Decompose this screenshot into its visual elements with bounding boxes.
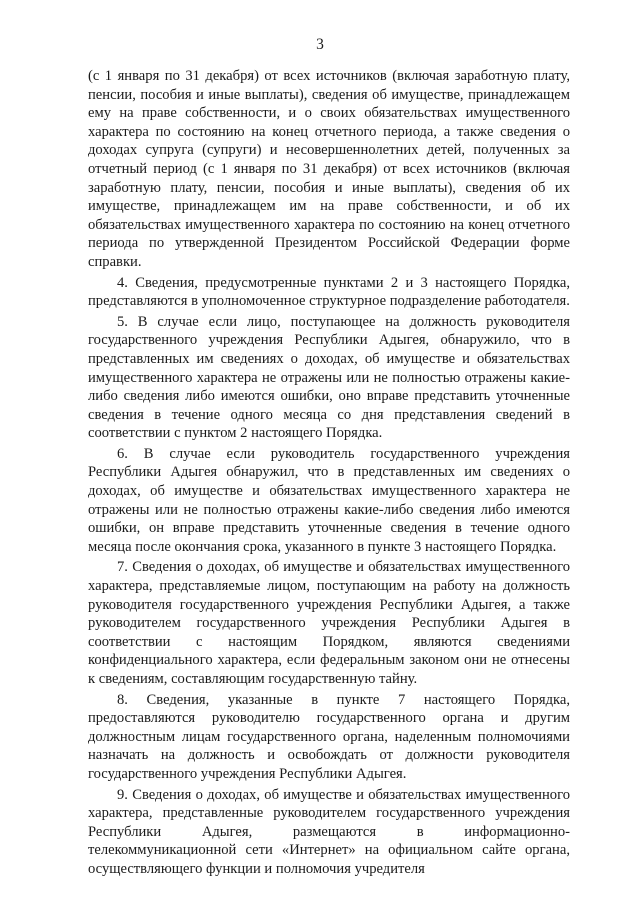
document-body [88, 67, 570, 879]
paragraph-8: 8. Сведения, указанные в пункте 7 настоящего Порядка, предоставляются руководителю государственного органа и другим должностным лицам государственного органа, наделенным полномочиями назначать на должность и освобождать от должности руководителя государственного учреждения Республики Адыгея. [88, 691, 570, 782]
paragraph-6: 6. В случае если руководитель государственного учреждения Республики Адыгея обнаружил, что в представленных им сведениях о доходах, об имуществе и обязательствах имущественного характера не отражены или не полностью отражены какие-либо сведения либо имеются ошибки, он вправе представить уточненные сведения в течение одного месяца после окончания срока, указанного в пункте 3 настоящего Порядка. [88, 445, 570, 555]
paragraph-5: 5. В случае если лицо, поступающее на должность руководителя государственного учреждения Республики Адыгея, обнаружило, что в представленных им сведениях о доходах, об имуществе и обязательствах имущественного характера не отражены или не полностью отражены какие-либо сведения либо имеются ошибки, оно вправе представить уточненные сведения в течение одного месяца со дня представления сведений в соответствии с пунктом 2 настоящего Порядка. [88, 313, 570, 442]
paragraph-7: 7. Сведения о доходах, об имуществе и обязательствах имущественного характера, представляемые лицом, поступающим на работу на должность руководителя государственного учреждения Республики Адыгея, а также руководителем государственного учреждения Республики Адыгея в соответствии с настоящим Порядком, являются сведениями конфиденциального характера, если федеральным законом они не отнесены к сведениям, составляющим государственную тайну. [88, 559, 570, 687]
paragraph-4: 4. Сведения, предусмотренные пунктами 2 и 3 настоящего Порядка, представляются в уполномоченное структурное подразделение работодателя. [88, 274, 570, 310]
paragraph-3-continuation: (с 1 января по 31 декабря) от всех источников (включая заработную плату, пенсии, пособия и иные выплаты), сведения об имуществе, принадлежащем ему на праве собственности, и о своих обязательствах имущественного характера по состоянию на конец отчетного периода, а также сведения о доходах супруга (супруги) и несовершеннолетних детей, полученных за отчетный период (с 1 января по 31 декабря) от всех источников (включая заработную плату, пенсии, пособия и иные выплаты), сведения об их имуществе, принадлежащем им на праве собственности, и об их обязательствах имущественного характера по состоянию на конец отчетного периода по утвержденной Президентом Российской Федерации форме справки. [88, 68, 570, 270]
paragraph-9: 9. Сведения о доходах, об имуществе и обязательствах имущественного характера, представленные руководителем государственного учреждения Республики Адыгея, размещаются в информационно-телекоммуникационной сети «Интернет» на официальном сайте органа, осуществляющего функции и полномочия учредителя [88, 786, 570, 877]
page-number: 3 [316, 36, 324, 53]
